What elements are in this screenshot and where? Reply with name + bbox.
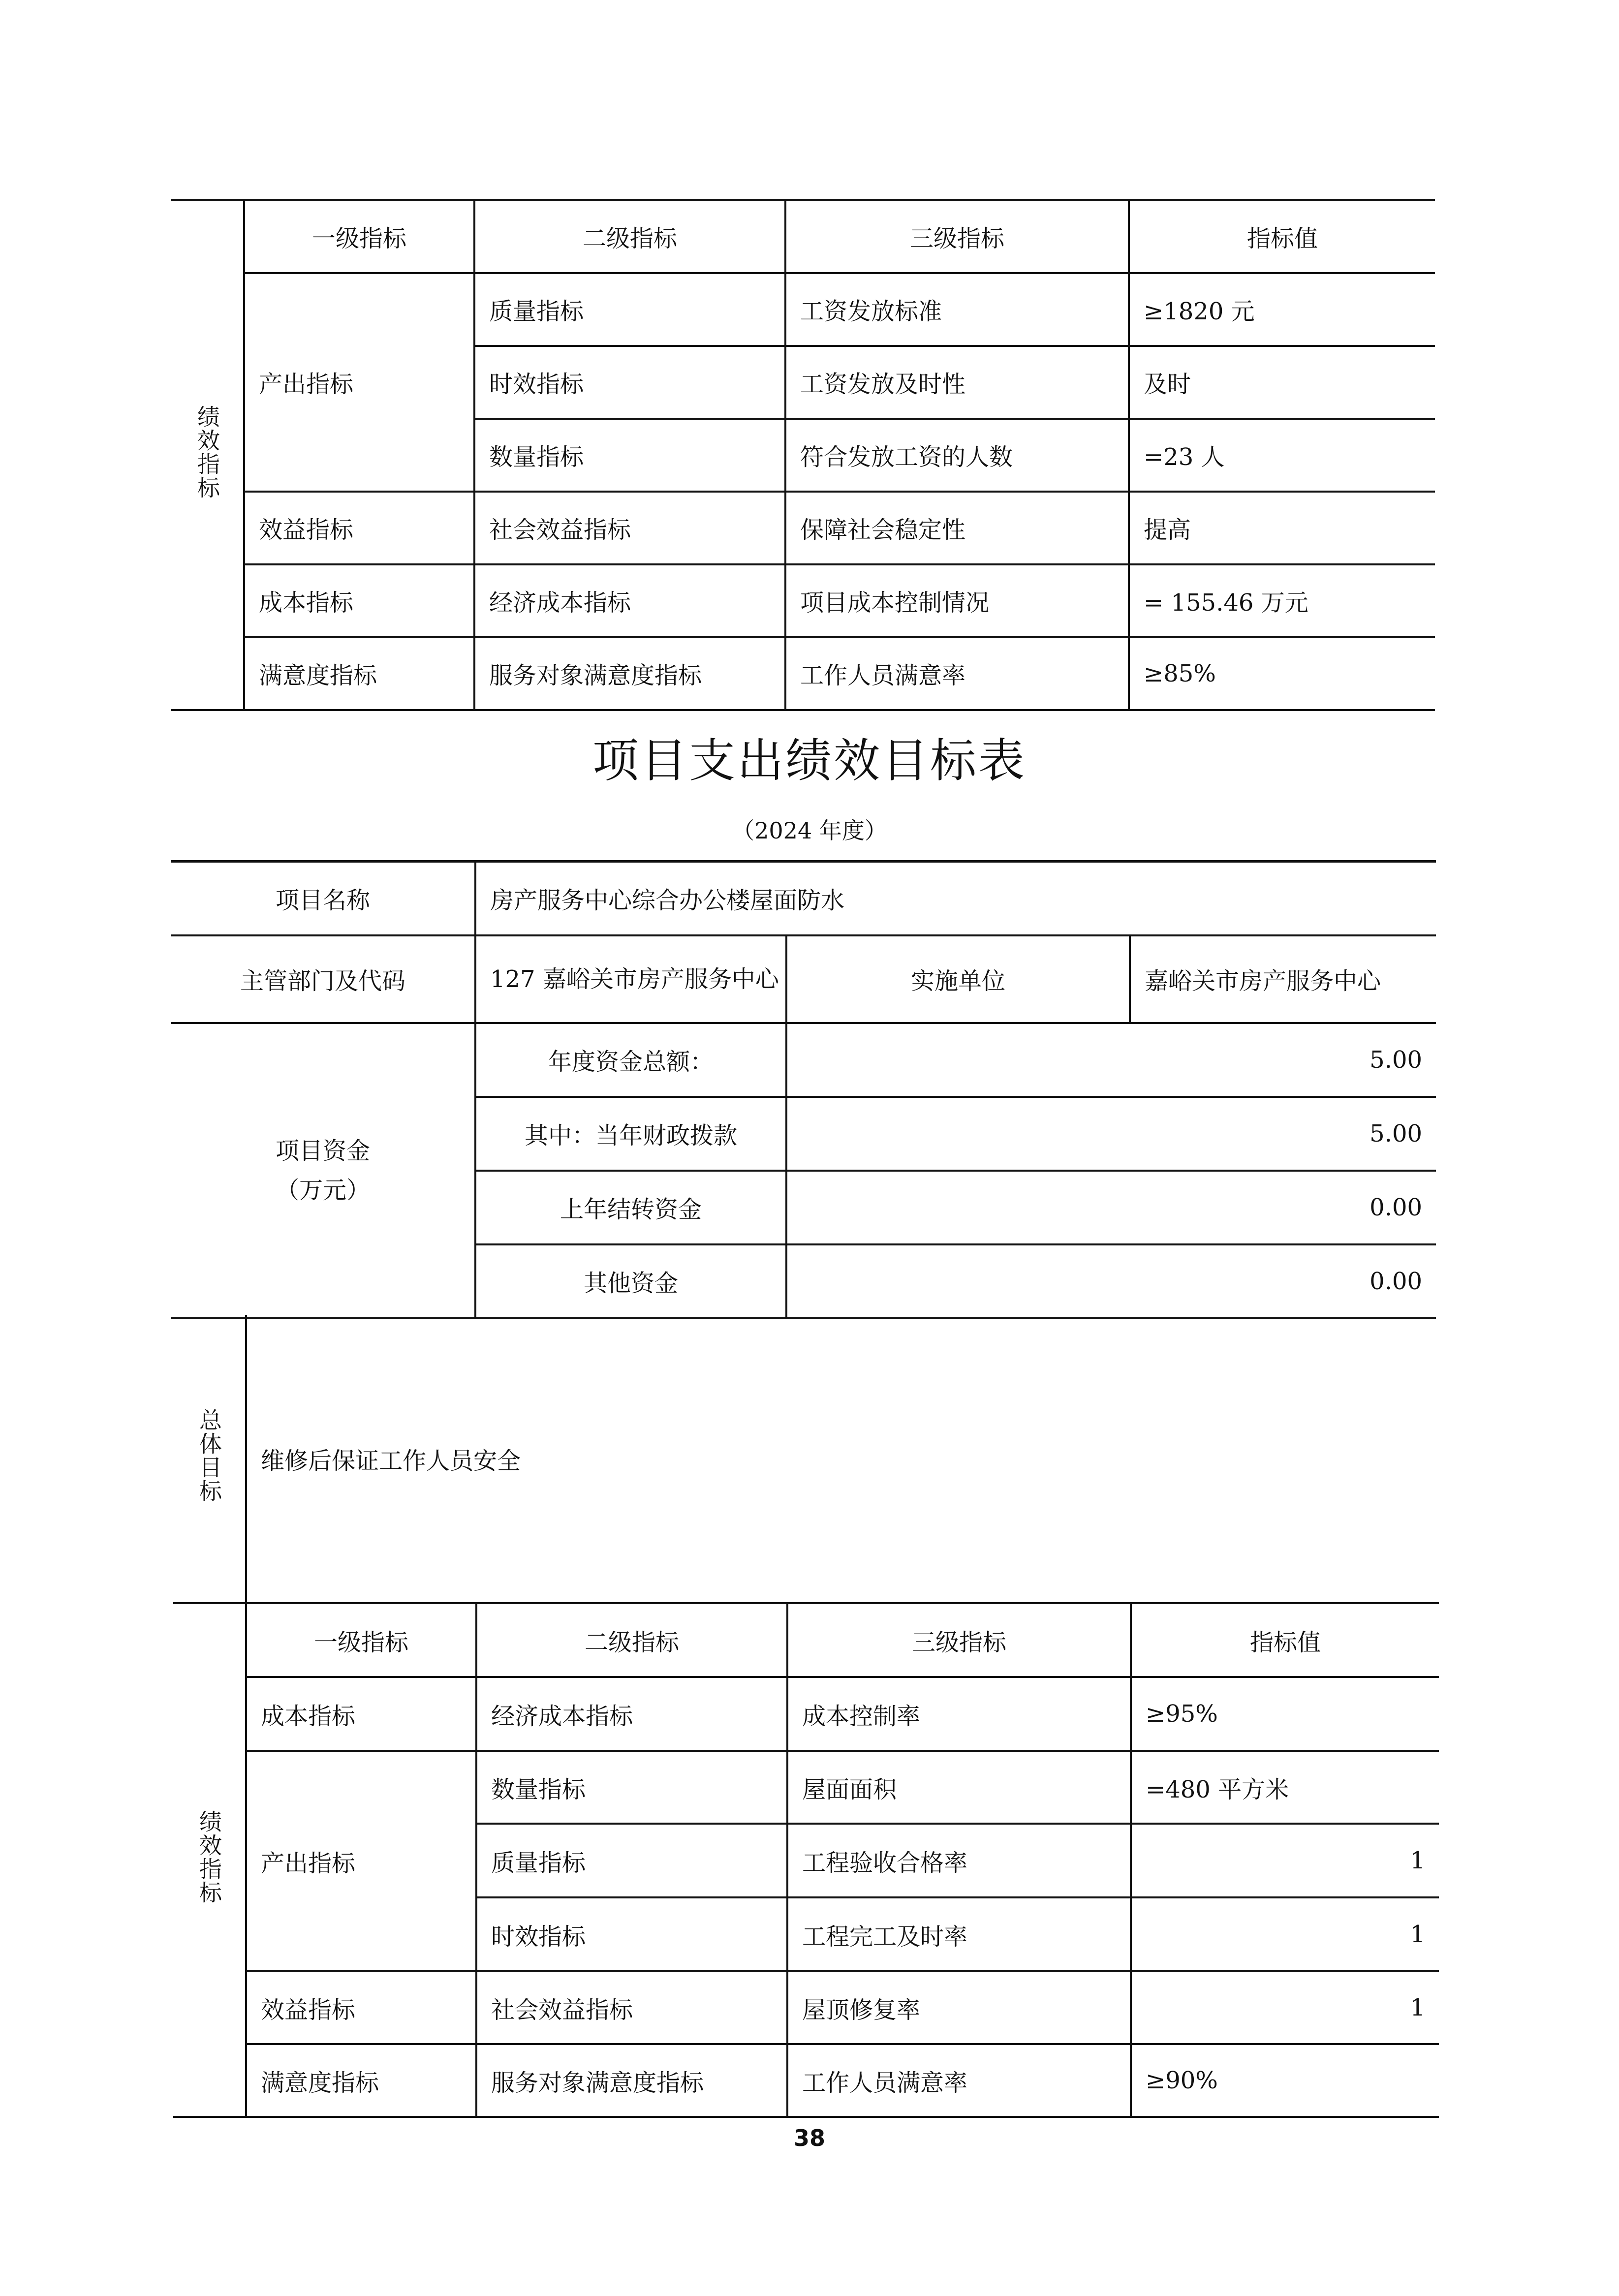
value-cell: 提高 (1129, 492, 1435, 564)
level1-cell: 满意度指标 (244, 637, 474, 710)
level3-cell: 工程验收合格率 (787, 1824, 1131, 1897)
value-cell: =23 人 (1129, 419, 1435, 492)
header-level1: 一级指标 (244, 200, 474, 273)
fund-value: 0.00 (786, 1171, 1436, 1244)
level3-cell: 项目成本控制情况 (785, 564, 1129, 637)
value-cell: 1 (1131, 1824, 1439, 1897)
level3-cell: 工程完工及时率 (787, 1897, 1131, 1971)
project-info-table (171, 860, 1436, 1319)
funds-label-cell (171, 1023, 475, 1318)
fund-value: 5.00 (786, 1097, 1436, 1171)
side-label-cell (173, 1604, 246, 2117)
overall-goal-table (173, 1315, 1439, 1604)
level1-cell: 成本指标 (244, 564, 474, 637)
overall-side-label: 总体目标 (196, 1408, 222, 1503)
level2-cell: 服务对象满意度指标 (474, 637, 785, 710)
fund-label: 上年结转资金 (475, 1171, 786, 1244)
level2-cell: 时效指标 (476, 1897, 787, 1971)
value-cell: = 155.46 万元 (1129, 564, 1435, 637)
side-label: 绩效指标 (196, 1810, 222, 1904)
level2-cell: 服务对象满意度指标 (476, 2044, 787, 2117)
header-level2: 二级指标 (476, 1604, 787, 1677)
level2-cell: 质量指标 (474, 273, 785, 346)
header-level1: 一级指标 (246, 1604, 476, 1677)
header-level3: 三级指标 (785, 200, 1129, 273)
value-cell: =480 平方米 (1131, 1751, 1439, 1824)
project-name-label: 项目名称 (171, 862, 475, 935)
level3-cell: 工作人员满意率 (787, 2044, 1131, 2117)
level3-cell: 屋面面积 (787, 1751, 1131, 1824)
level3-cell: 保障社会稳定性 (785, 492, 1129, 564)
value-cell: 1 (1131, 1971, 1439, 2044)
level3-cell: 工资发放标准 (785, 273, 1129, 346)
fiscal-year: （2024 年度） (732, 817, 887, 844)
fund-label: 年度资金总额： (475, 1023, 786, 1097)
level2-cell: 经济成本指标 (474, 564, 785, 637)
level3-cell: 符合发放工资的人数 (785, 419, 1129, 492)
header-level2: 二级指标 (474, 200, 785, 273)
side-label: 绩效指标 (194, 404, 220, 499)
level2-cell: 质量指标 (476, 1824, 787, 1897)
project-name: 房产服务中心综合办公楼屋面防水 (475, 862, 1436, 935)
level2-cell: 数量指标 (474, 419, 785, 492)
level1-cell: 效益指标 (246, 1971, 476, 2044)
level3-cell: 工资发放及时性 (785, 346, 1129, 419)
header-level3: 三级指标 (787, 1604, 1131, 1677)
level1-cell: 效益指标 (244, 492, 474, 564)
level1-cell: 产出指标 (244, 273, 474, 492)
fund-value: 0.00 (786, 1244, 1436, 1318)
overall-side-cell (173, 1315, 246, 1603)
level2-cell: 经济成本指标 (476, 1677, 787, 1751)
level2-cell: 社会效益指标 (476, 1971, 787, 2044)
page-title: 项目支出绩效目标表 (592, 734, 1027, 788)
level1-cell: 产出指标 (246, 1751, 476, 1971)
value-cell: 1 (1131, 1897, 1439, 1971)
level3-cell: 工作人员满意率 (785, 637, 1129, 710)
impl-label: 实施单位 (786, 935, 1130, 1023)
value-cell: 及时 (1129, 346, 1435, 419)
fund-label: 其他资金 (475, 1244, 786, 1318)
fund-value: 5.00 (786, 1023, 1436, 1097)
value-cell: ≥85% (1129, 637, 1435, 710)
level3-cell: 成本控制率 (787, 1677, 1131, 1751)
page-number: 38 (793, 2125, 825, 2151)
header-value: 指标值 (1129, 200, 1435, 273)
header-value: 指标值 (1131, 1604, 1439, 1677)
side-label-cell (171, 200, 244, 710)
level1-cell: 成本指标 (246, 1677, 476, 1751)
dept-value: 127 嘉峪关市房产服务中心 (475, 935, 786, 1023)
funds-label: 项目资金 (275, 1137, 370, 1165)
fund-label: 其中：当年财政拨款 (475, 1097, 786, 1171)
value-cell: ≥1820 元 (1129, 273, 1435, 346)
level3-cell: 屋顶修复率 (787, 1971, 1131, 2044)
impl-value: 嘉峪关市房产服务中心 (1130, 935, 1436, 1023)
level1-cell: 满意度指标 (246, 2044, 476, 2117)
dept-label: 主管部门及代码 (171, 935, 475, 1023)
level2-cell: 时效指标 (474, 346, 785, 419)
level2-cell: 数量指标 (476, 1751, 787, 1824)
value-cell: ≥95% (1131, 1677, 1439, 1751)
level2-cell: 社会效益指标 (474, 492, 785, 564)
performance-table-2 (173, 1604, 1439, 2118)
funds-unit: （万元） (275, 1176, 370, 1204)
performance-table-1 (171, 199, 1435, 711)
value-cell: ≥90% (1131, 2044, 1439, 2117)
overall-goal-text: 维修后保证工作人员安全 (246, 1315, 1439, 1603)
